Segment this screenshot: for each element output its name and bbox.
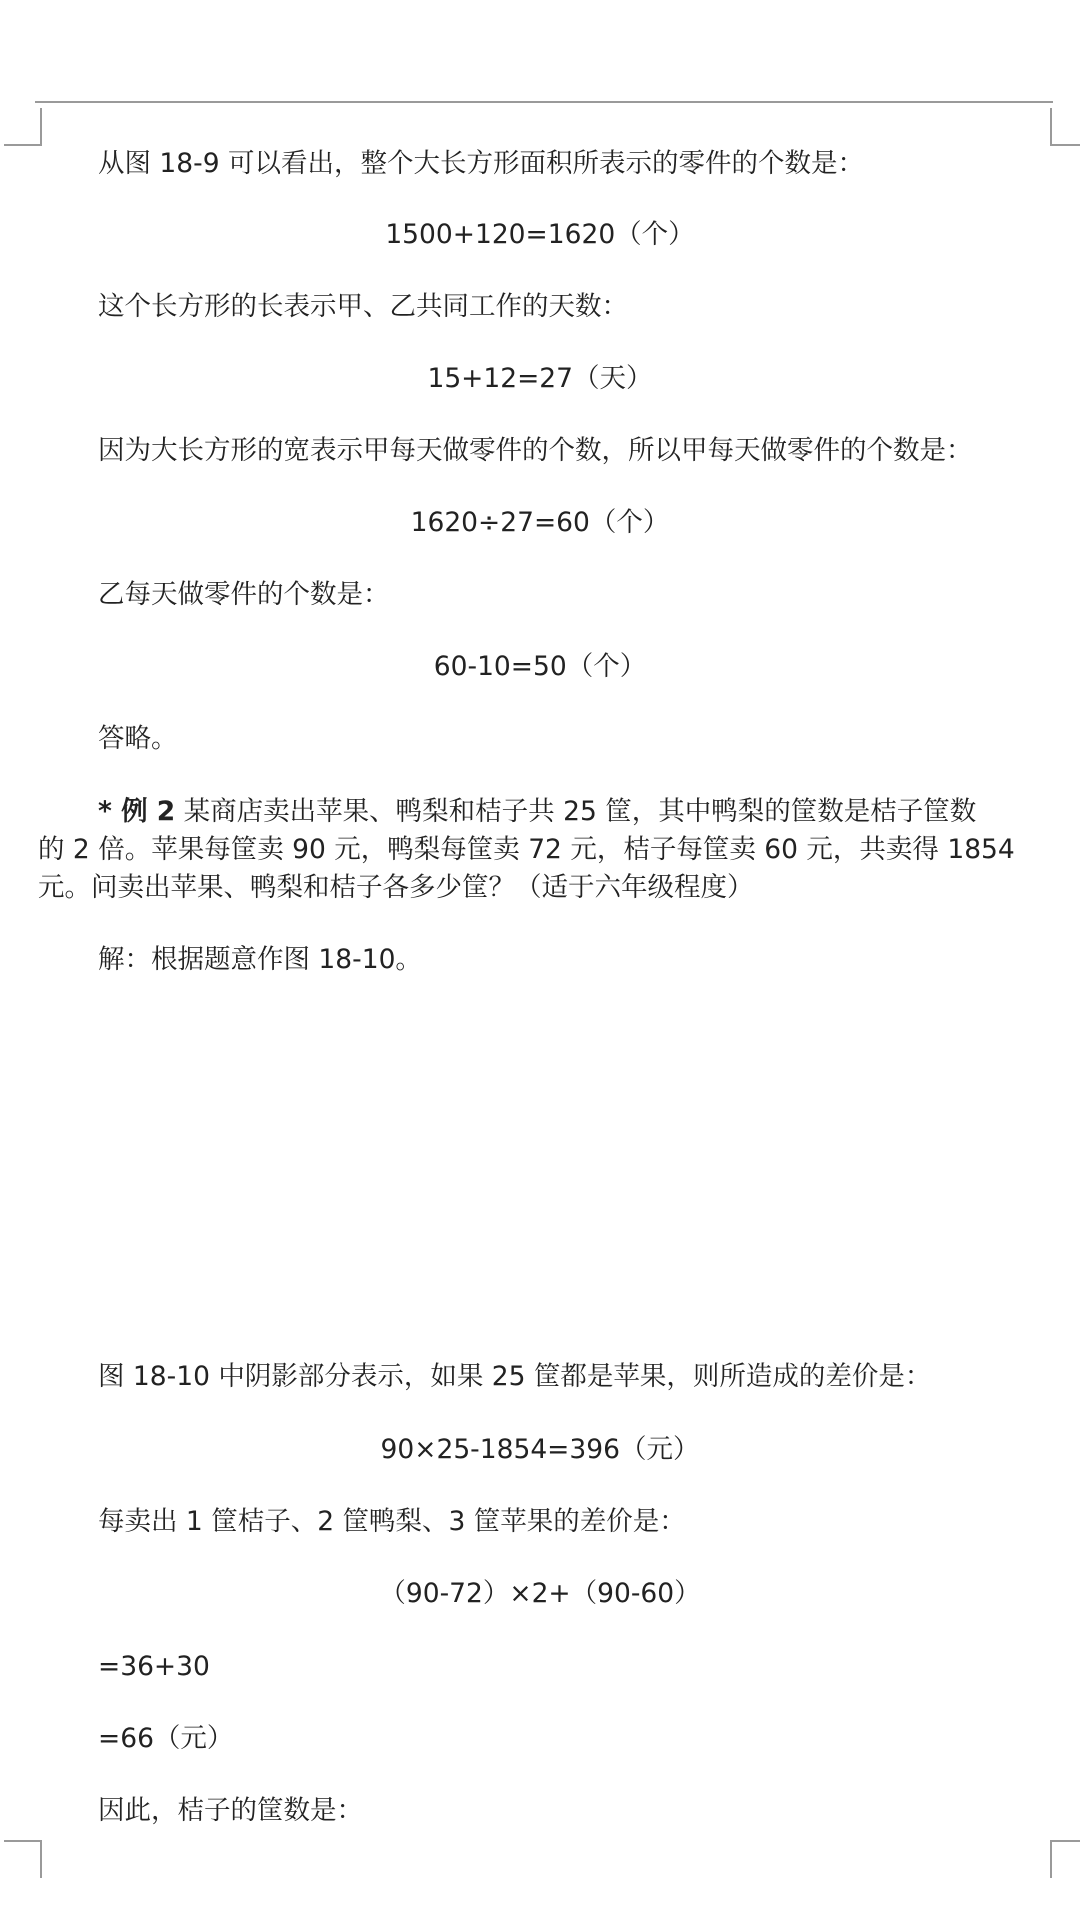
example-problem-line-1: [98, 793, 976, 831]
paragraph-text: 因为大长方形的宽表示甲每天做零件的个数，所以甲每天做零件的个数是：: [98, 435, 973, 466]
example-text: 某商店卖出苹果、鸭梨和桔子共 25 筐，其中鸭梨的筐数是桔子筐数: [175, 796, 977, 827]
example-label: * 例 2: [98, 796, 176, 827]
paragraph-text: 这个长方形的长表示甲、乙共同工作的天数：: [98, 291, 628, 322]
equation-step: =36+30: [98, 1651, 210, 1682]
corner-mark-top-left: [4, 108, 42, 146]
page-top-rule: [35, 101, 1053, 103]
equation: 1620÷27=60（个）: [410, 507, 670, 538]
equation: 90×25-1854=396（元）: [380, 1434, 700, 1465]
equation-step: =66（元）: [98, 1723, 234, 1754]
corner-mark-top-right: [1050, 108, 1080, 146]
equation: 60-10=50（个）: [433, 651, 647, 682]
paragraph-text: 从图 18-9 可以看出，整个大长方形面积所表示的零件的个数是：: [98, 148, 864, 179]
paragraph-text: 因此，桔子的筐数是：: [98, 1795, 363, 1826]
equation: 15+12=27（天）: [427, 363, 653, 394]
corner-mark-bottom-left: [4, 1840, 42, 1878]
paragraph-text: 解：根据题意作图 18-10。: [98, 944, 422, 975]
equation: （90-72）×2+（90-60）: [379, 1578, 701, 1609]
equation: 1500+120=1620（个）: [385, 219, 695, 250]
paragraph-text: 图 18-10 中阴影部分表示，如果 25 筐都是苹果，则所造成的差价是：: [98, 1361, 932, 1392]
paragraph-text: 乙每天做零件的个数是：: [98, 579, 390, 610]
paragraph-text: 答略。: [98, 723, 178, 754]
corner-mark-bottom-right: [1050, 1840, 1080, 1878]
example-problem-line-2: 的 2 倍。苹果每筐卖 90 元，鸭梨每筐卖 72 元，桔子每筐卖 60 元，共卖得 1854: [38, 834, 1015, 865]
paragraph-text: 每卖出 1 筐桔子、2 筐鸭梨、3 筐苹果的差价是：: [98, 1506, 686, 1537]
example-problem-line-3: 元。问卖出苹果、鸭梨和桔子各多少筐？（适于六年级程度）: [38, 872, 754, 903]
